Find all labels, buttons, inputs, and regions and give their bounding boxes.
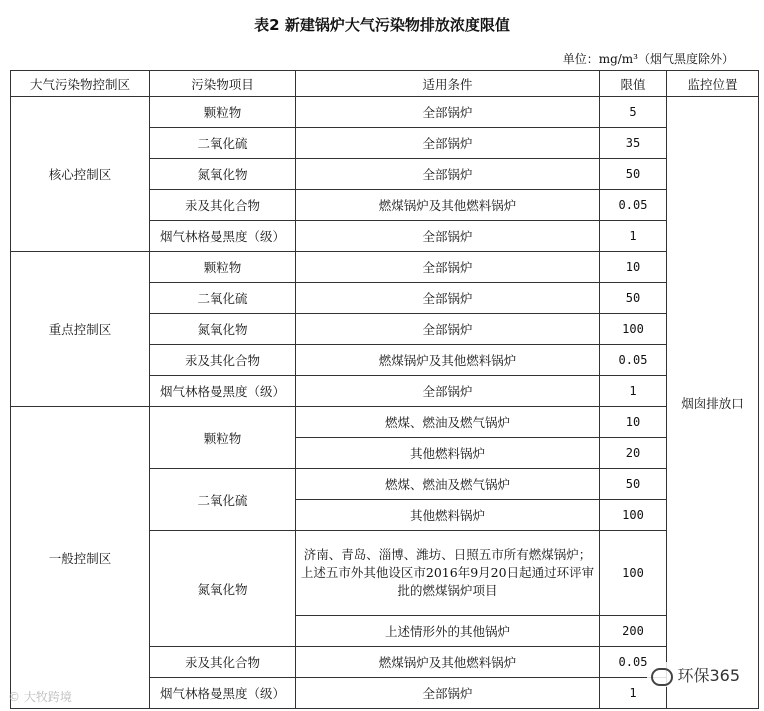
- pollutant-cell: 颗粒物: [150, 252, 296, 283]
- limit-cell: 5: [600, 97, 667, 128]
- condition-cell: 全部锅炉: [296, 314, 600, 345]
- table-title: 表2 新建锅炉大气污染物排放浓度限值: [254, 16, 510, 34]
- zone-core: 核心控制区: [11, 97, 150, 252]
- watermark-right-label: 环保365: [677, 666, 740, 685]
- limit-cell: 1: [600, 376, 667, 407]
- condition-cell: 燃煤锅炉及其他燃料锅炉: [296, 190, 600, 221]
- pollutant-cell: 烟气林格曼黑度（级）: [150, 376, 296, 407]
- limit-cell: 0.05: [600, 345, 667, 376]
- limit-cell: 100: [600, 500, 667, 531]
- pollutant-cell: 颗粒物: [150, 97, 296, 128]
- pollutant-cell: 氮氧化物: [150, 159, 296, 190]
- header-zone: 大气污染物控制区: [11, 71, 150, 97]
- pollutant-cell: 颗粒物: [150, 407, 296, 469]
- condition-cell: 全部锅炉: [296, 376, 600, 407]
- pollutant-cell: 二氧化硫: [150, 469, 296, 531]
- limit-cell: 0.05: [600, 647, 667, 678]
- unit-note: 单位：mg/m³（烟气黑度除外）: [562, 52, 734, 66]
- watermark-left: © 大牧跨境: [8, 690, 72, 704]
- condition-cell: 燃煤锅炉及其他燃料锅炉: [296, 647, 600, 678]
- header-pollutant: 污染物项目: [150, 71, 296, 97]
- condition-cell: 济南、青岛、淄博、潍坊、日照五市所有燃煤锅炉；上述五市外其他设区市2016年9月20日起通过环评审批的燃煤锅炉项目: [296, 531, 600, 616]
- zone-general: 一般控制区: [11, 407, 150, 709]
- limit-cell: 50: [600, 283, 667, 314]
- pollutant-cell: 二氧化硫: [150, 283, 296, 314]
- pollutant-cell: 二氧化硫: [150, 128, 296, 159]
- condition-cell: 全部锅炉: [296, 252, 600, 283]
- limit-cell: 50: [600, 469, 667, 500]
- condition-cell: 全部锅炉: [296, 128, 600, 159]
- condition-cell: 燃煤锅炉及其他燃料锅炉: [296, 345, 600, 376]
- header-monitor: 监控位置: [667, 71, 759, 97]
- table-row: [11, 407, 759, 438]
- condition-cell: 全部锅炉: [296, 159, 600, 190]
- condition-cell: 全部锅炉: [296, 97, 600, 128]
- zone-key: 重点控制区: [11, 252, 150, 407]
- pollutant-cell: 烟气林格曼黑度（级）: [150, 221, 296, 252]
- condition-cell: 全部锅炉: [296, 221, 600, 252]
- pollutant-cell: 烟气林格曼黑度（级）: [150, 678, 296, 709]
- limit-cell: 100: [600, 531, 667, 616]
- limit-cell: 200: [600, 616, 667, 647]
- header-limit: 限值: [600, 71, 667, 97]
- monitor-location: 烟囱排放口: [667, 97, 759, 709]
- watermark-right: [647, 662, 744, 687]
- condition-cell: 上述情形外的其他锅炉: [296, 616, 600, 647]
- limit-cell: 100: [600, 314, 667, 345]
- limit-cell: 1: [600, 678, 667, 709]
- limit-cell: 35: [600, 128, 667, 159]
- condition-cell: 其他燃料锅炉: [296, 500, 600, 531]
- header-condition: 适用条件: [296, 71, 600, 97]
- condition-cell: 全部锅炉: [296, 678, 600, 709]
- table-row: [11, 97, 759, 128]
- limit-cell: 50: [600, 159, 667, 190]
- limit-cell: 10: [600, 252, 667, 283]
- pollutant-cell: 氮氧化物: [150, 531, 296, 647]
- table-header-row: [11, 71, 759, 97]
- condition-cell: 燃煤、燃油及燃气锅炉: [296, 469, 600, 500]
- pollutant-cell: 汞及其化合物: [150, 190, 296, 221]
- pollutant-cell: 汞及其化合物: [150, 345, 296, 376]
- limit-cell: 20: [600, 438, 667, 469]
- condition-cell: 燃煤、燃油及燃气锅炉: [296, 407, 600, 438]
- limit-cell: 1: [600, 221, 667, 252]
- wechat-icon: [651, 668, 673, 686]
- table-row: [11, 252, 759, 283]
- limit-cell: 0.05: [600, 190, 667, 221]
- condition-cell: 其他燃料锅炉: [296, 438, 600, 469]
- emission-limits-table: [10, 70, 759, 709]
- limit-cell: 10: [600, 407, 667, 438]
- pollutant-cell: 氮氧化物: [150, 314, 296, 345]
- pollutant-cell: 汞及其化合物: [150, 647, 296, 678]
- condition-cell: 全部锅炉: [296, 283, 600, 314]
